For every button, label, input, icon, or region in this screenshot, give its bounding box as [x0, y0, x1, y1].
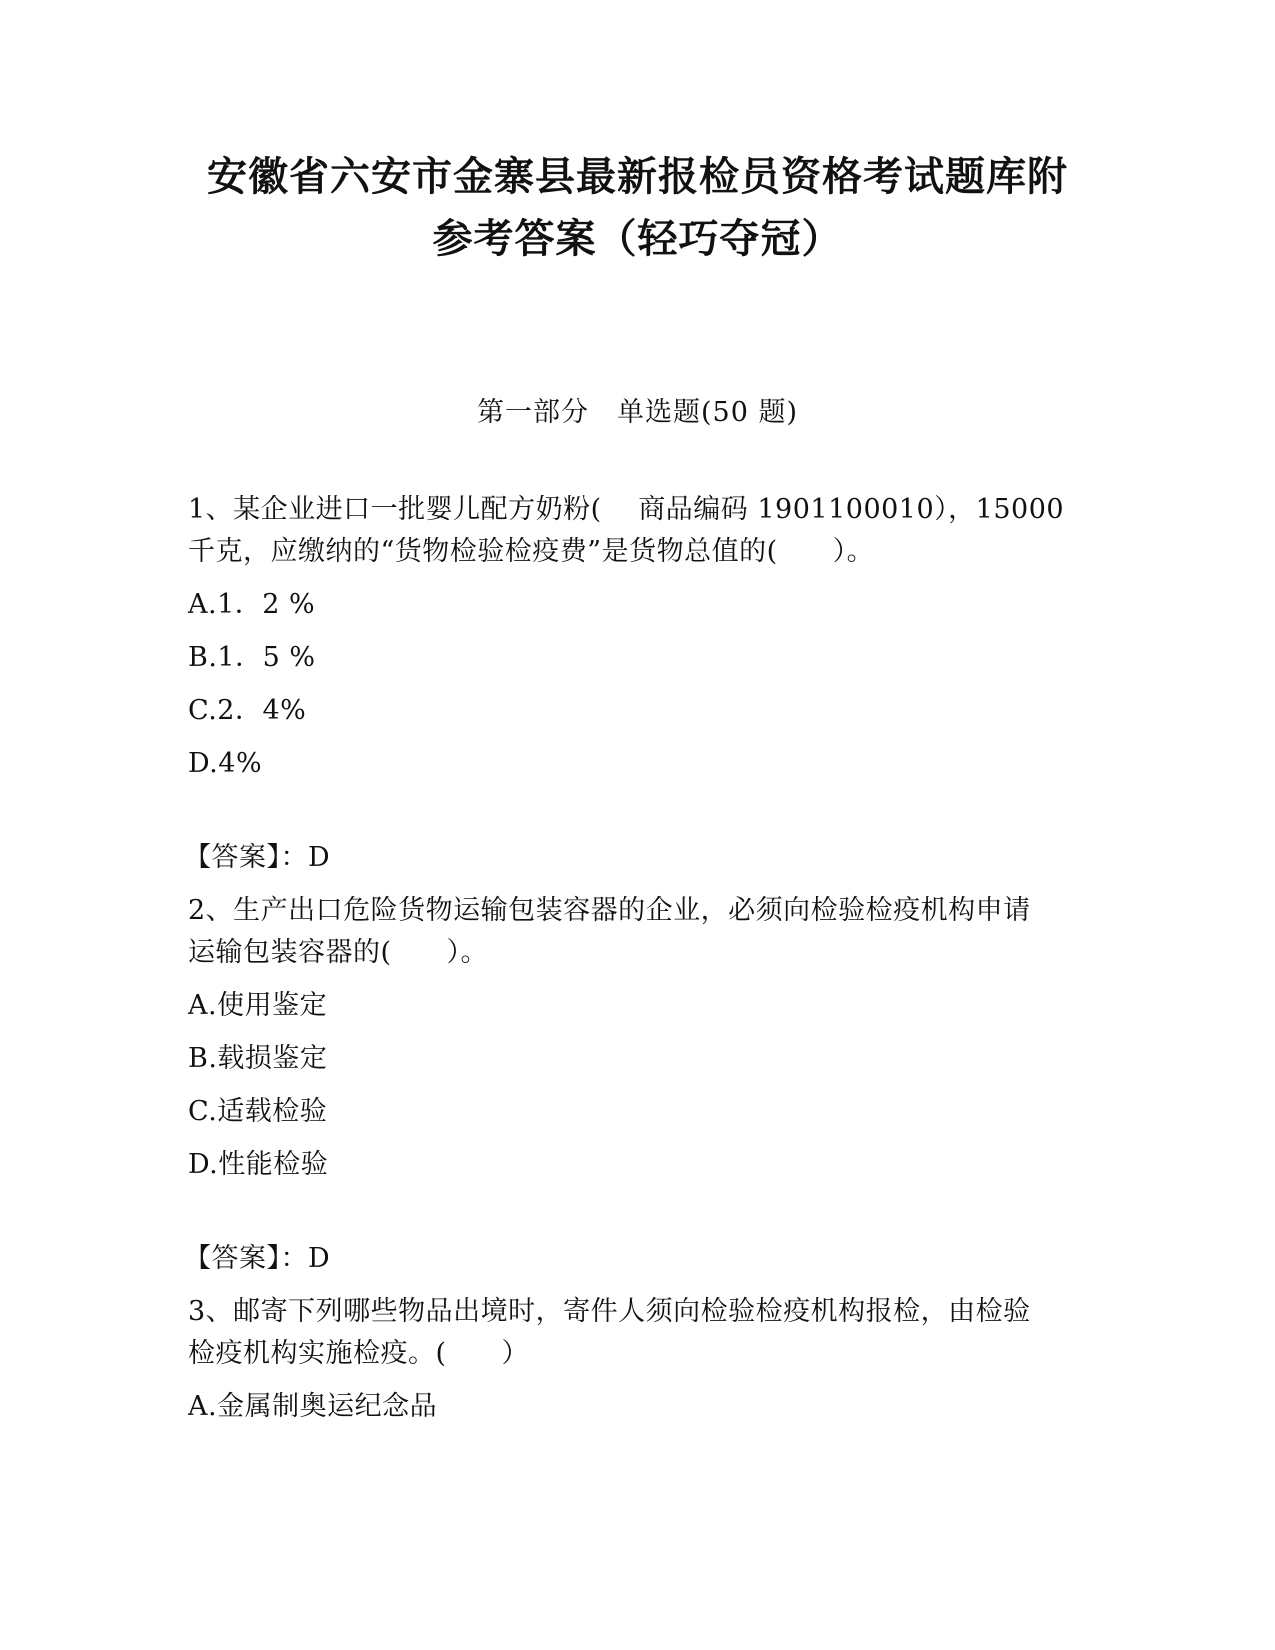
question-1-option-d: D.4% [188, 748, 263, 779]
question-1-answer: 【答案】：D [184, 842, 331, 873]
question-1-option-a: A.1．2 % [188, 589, 316, 620]
document-title-line-1: 安徽省六安市金寨县最新报检员资格考试题库附 [207, 154, 1068, 200]
question-1-option-c: C.2．4% [188, 695, 307, 726]
question-1-line-2: 千克，应缴纳的“货物检验检疫费”是货物总值的( ）。 [188, 536, 875, 567]
question-2-line-1: 2、生产出口危险货物运输包装容器的企业，必须向检验检疫机构申请 [188, 895, 1031, 926]
question-3-line-1: 3、邮寄下列哪些物品出境时，寄件人须向检验检疫机构报检，由检验 [188, 1296, 1031, 1327]
question-1-line-1: 1、某企业进口一批婴儿配方奶粉( 商品编码 1901100010），15000 [188, 494, 1065, 525]
question-3-line-2: 检疫机构实施检疫。( ） [188, 1338, 530, 1369]
question-2-line-2: 运输包装容器的( ）。 [188, 937, 489, 968]
question-2-answer: 【答案】：D [184, 1243, 331, 1274]
question-2-option-d: D.性能检验 [188, 1149, 329, 1180]
question-1-option-b: B.1．5 % [188, 642, 316, 673]
section-heading: 第一部分 单选题(50 题) [476, 397, 798, 428]
question-2-option-b: B.载损鉴定 [188, 1043, 328, 1074]
question-2-option-a: A.使用鉴定 [188, 990, 328, 1021]
document-title-line-2: 参考答案（轻巧夺冠） [432, 216, 843, 262]
question-3-option-a: A.金属制奥运纪念品 [188, 1391, 438, 1422]
question-2-option-c: C.适载检验 [188, 1096, 328, 1127]
